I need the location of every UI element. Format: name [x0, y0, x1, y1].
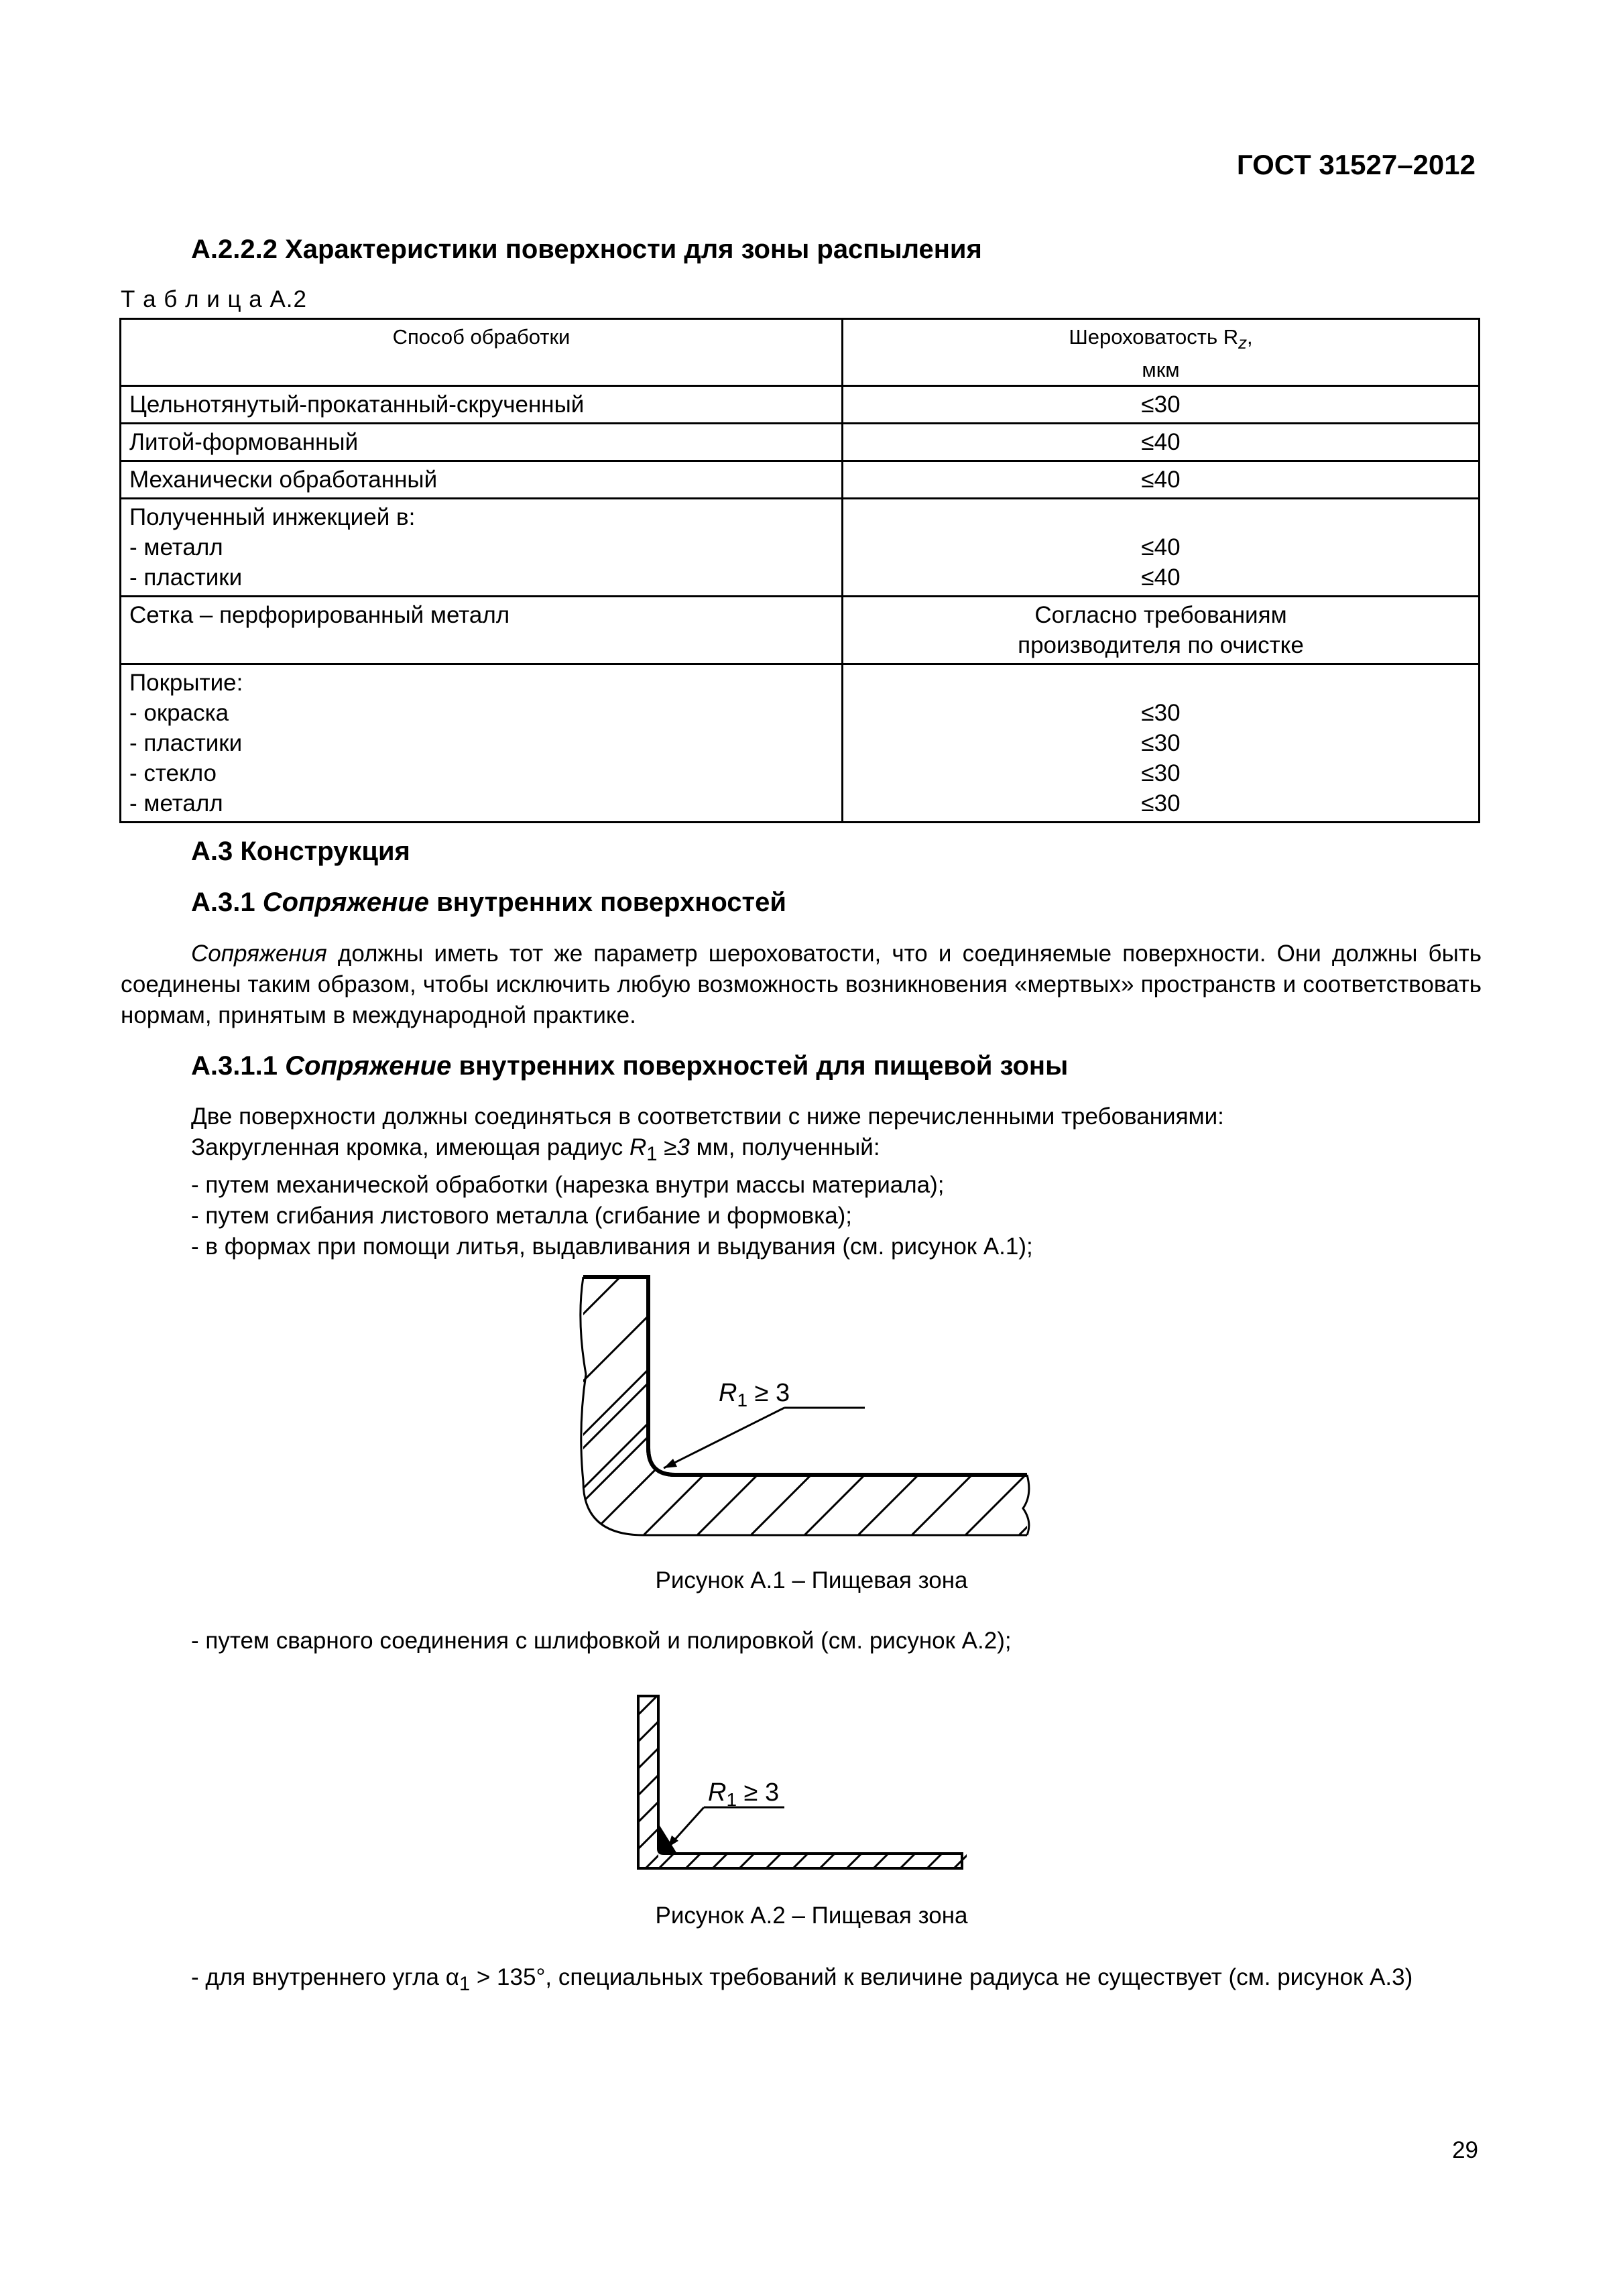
section-heading-a3: А.3 Конструкция [191, 837, 410, 866]
method-line: Полученный инжекцией в: [129, 504, 416, 531]
table-row [121, 597, 1480, 664]
a31-italic: Сопряжение [262, 888, 429, 917]
table-row [121, 499, 1480, 597]
roughness-header-unit: мкм [1142, 358, 1180, 382]
roughness-cell [843, 386, 1480, 424]
method-cell [121, 461, 843, 499]
table-header-roughness [843, 319, 1480, 386]
document-number: ГОСТ 31527–2012 [1236, 149, 1476, 180]
method-line: - пластики [129, 564, 243, 591]
method-line: Литой-формованный [129, 429, 359, 456]
a311-body [191, 1101, 1482, 1262]
roughness-header-main: Шероховатость R [1069, 325, 1239, 349]
a31-num: А.3.1 [191, 888, 263, 917]
method-line: Сетка – перфорированный металл [129, 602, 510, 629]
table-row [121, 461, 1480, 499]
section-heading-a31 [191, 888, 786, 918]
a311-line2-c: мм, полученный: [689, 1134, 880, 1160]
a31-paragraph [121, 939, 1482, 1031]
a311-line2 [191, 1132, 1482, 1170]
method-cell [121, 499, 843, 597]
a311-num: А.3.1.1 [191, 1051, 286, 1081]
section-heading-a311 [191, 1051, 1068, 1081]
method-line: - металл [129, 534, 223, 561]
roughness-line: ≤30 [1141, 730, 1181, 757]
method-line: Цельнотянутый-прокатанный-скрученный [129, 391, 585, 418]
method-cell [121, 386, 843, 424]
a311-line2-a: Закругленная кромка, имеющая радиус [191, 1134, 629, 1160]
figure-a1-caption: Рисунок А.1 – Пищевая зона [655, 1567, 968, 1593]
table-label: Т а б л и ц а А.2 [121, 286, 307, 312]
a311-rest: внутренних поверхностей для пищевой зоны [451, 1051, 1069, 1081]
method-line: - пластики [129, 730, 243, 757]
a31-rest: внутренних поверхностей [429, 888, 786, 917]
roughness-line: Согласно требованиям [1034, 602, 1287, 629]
roughness-line: ≤30 [1141, 790, 1181, 817]
a311-italic: Сопряжение [285, 1051, 452, 1081]
a311-item-1: - путем механической обработки (нарезка внутри массы материала); [191, 1172, 945, 1198]
figure-a1-drawing [563, 1267, 1032, 1549]
table-row [121, 424, 1480, 461]
angle-text-b: > 135°, специальных требований к величине радиуса не существует (см. рисунок А.3) [470, 1964, 1413, 1990]
roughness-line [851, 668, 1470, 698]
roughness-cell [843, 664, 1480, 823]
roughness-line: ≤40 [1141, 534, 1181, 561]
a311-line1: Две поверхности должны соединяться в соответствии с ниже перечисленными требованиями: [191, 1103, 1224, 1130]
figure-a2-drawing [623, 1689, 972, 1884]
a31-para-italic: Сопряжения [191, 941, 327, 967]
roughness-header-comma: , [1247, 325, 1253, 349]
roughness-cell [843, 499, 1480, 597]
roughness-line: производителя по очистке [1018, 632, 1304, 659]
a311-item-3: - в формах при помощи литья, выдавливания и выдувания (см. рисунок А.1); [191, 1233, 1033, 1260]
angle-sub: 1 [459, 1974, 471, 1995]
method-line: - стекло [129, 760, 217, 787]
a311-line2-b: ≥ [657, 1134, 677, 1160]
roughness-cell [843, 597, 1480, 664]
method-line: - металл [129, 790, 223, 817]
roughness-line: ≤30 [1141, 700, 1181, 727]
roughness-line: ≤40 [1141, 429, 1181, 456]
figure-a2-caption: Рисунок А.2 – Пищевая зона [655, 1902, 968, 1929]
table-row [121, 386, 1480, 424]
angle-text-a: - для внутреннего угла α [191, 1964, 459, 1990]
roughness-line [851, 502, 1470, 532]
weld-item: - путем сварного соединения с шлифовкой и полировкой (см. рисунок А.2); [191, 1628, 1012, 1654]
figure-a2-label: $R_1 \ge 3$ [708, 1778, 780, 1810]
roughness-header-sub: z [1238, 334, 1248, 353]
a311-line2-sub: 1 [646, 1144, 658, 1165]
roughness-cell [843, 461, 1480, 499]
method-line: Механически обработанный [129, 467, 438, 493]
a311-line2-r: R [629, 1134, 647, 1160]
method-cell [121, 597, 843, 664]
section-heading-a222: А.2.2.2 Характеристики поверхности для зоны распыления [191, 235, 982, 264]
table-header-row [121, 319, 1480, 386]
method-cell [121, 664, 843, 823]
table-row [121, 664, 1480, 823]
angle-paragraph [121, 1962, 1482, 2000]
roughness-cell [843, 424, 1480, 461]
a311-item-2: - путем сгибания листового металла (сгибание и формовка); [191, 1203, 853, 1229]
a31-para-rest: должны иметь тот же параметр шероховатости, что и соединяемые поверхности. Они должны быть соединены таким образом, чтобы исключить любую возможность возникновения «мертвых» пространств и соответствовать нормам, принятым в международной практике. [121, 941, 1482, 1028]
page-number: 29 [1452, 2137, 1478, 2163]
a311-line2-val: 3 [676, 1134, 690, 1160]
roughness-line: ≤30 [1141, 391, 1181, 418]
table-header-method: Способ обработки [121, 319, 843, 386]
roughness-line: ≤40 [1141, 467, 1181, 493]
table-a2 [119, 318, 1480, 823]
method-line: - окраска [129, 700, 229, 727]
method-line: Покрытие: [129, 670, 243, 697]
roughness-line: ≤40 [1141, 564, 1181, 591]
roughness-line: ≤30 [1141, 760, 1181, 787]
method-cell [121, 424, 843, 461]
figure-a1-label: $R_1 \ge 3$ [719, 1379, 790, 1410]
